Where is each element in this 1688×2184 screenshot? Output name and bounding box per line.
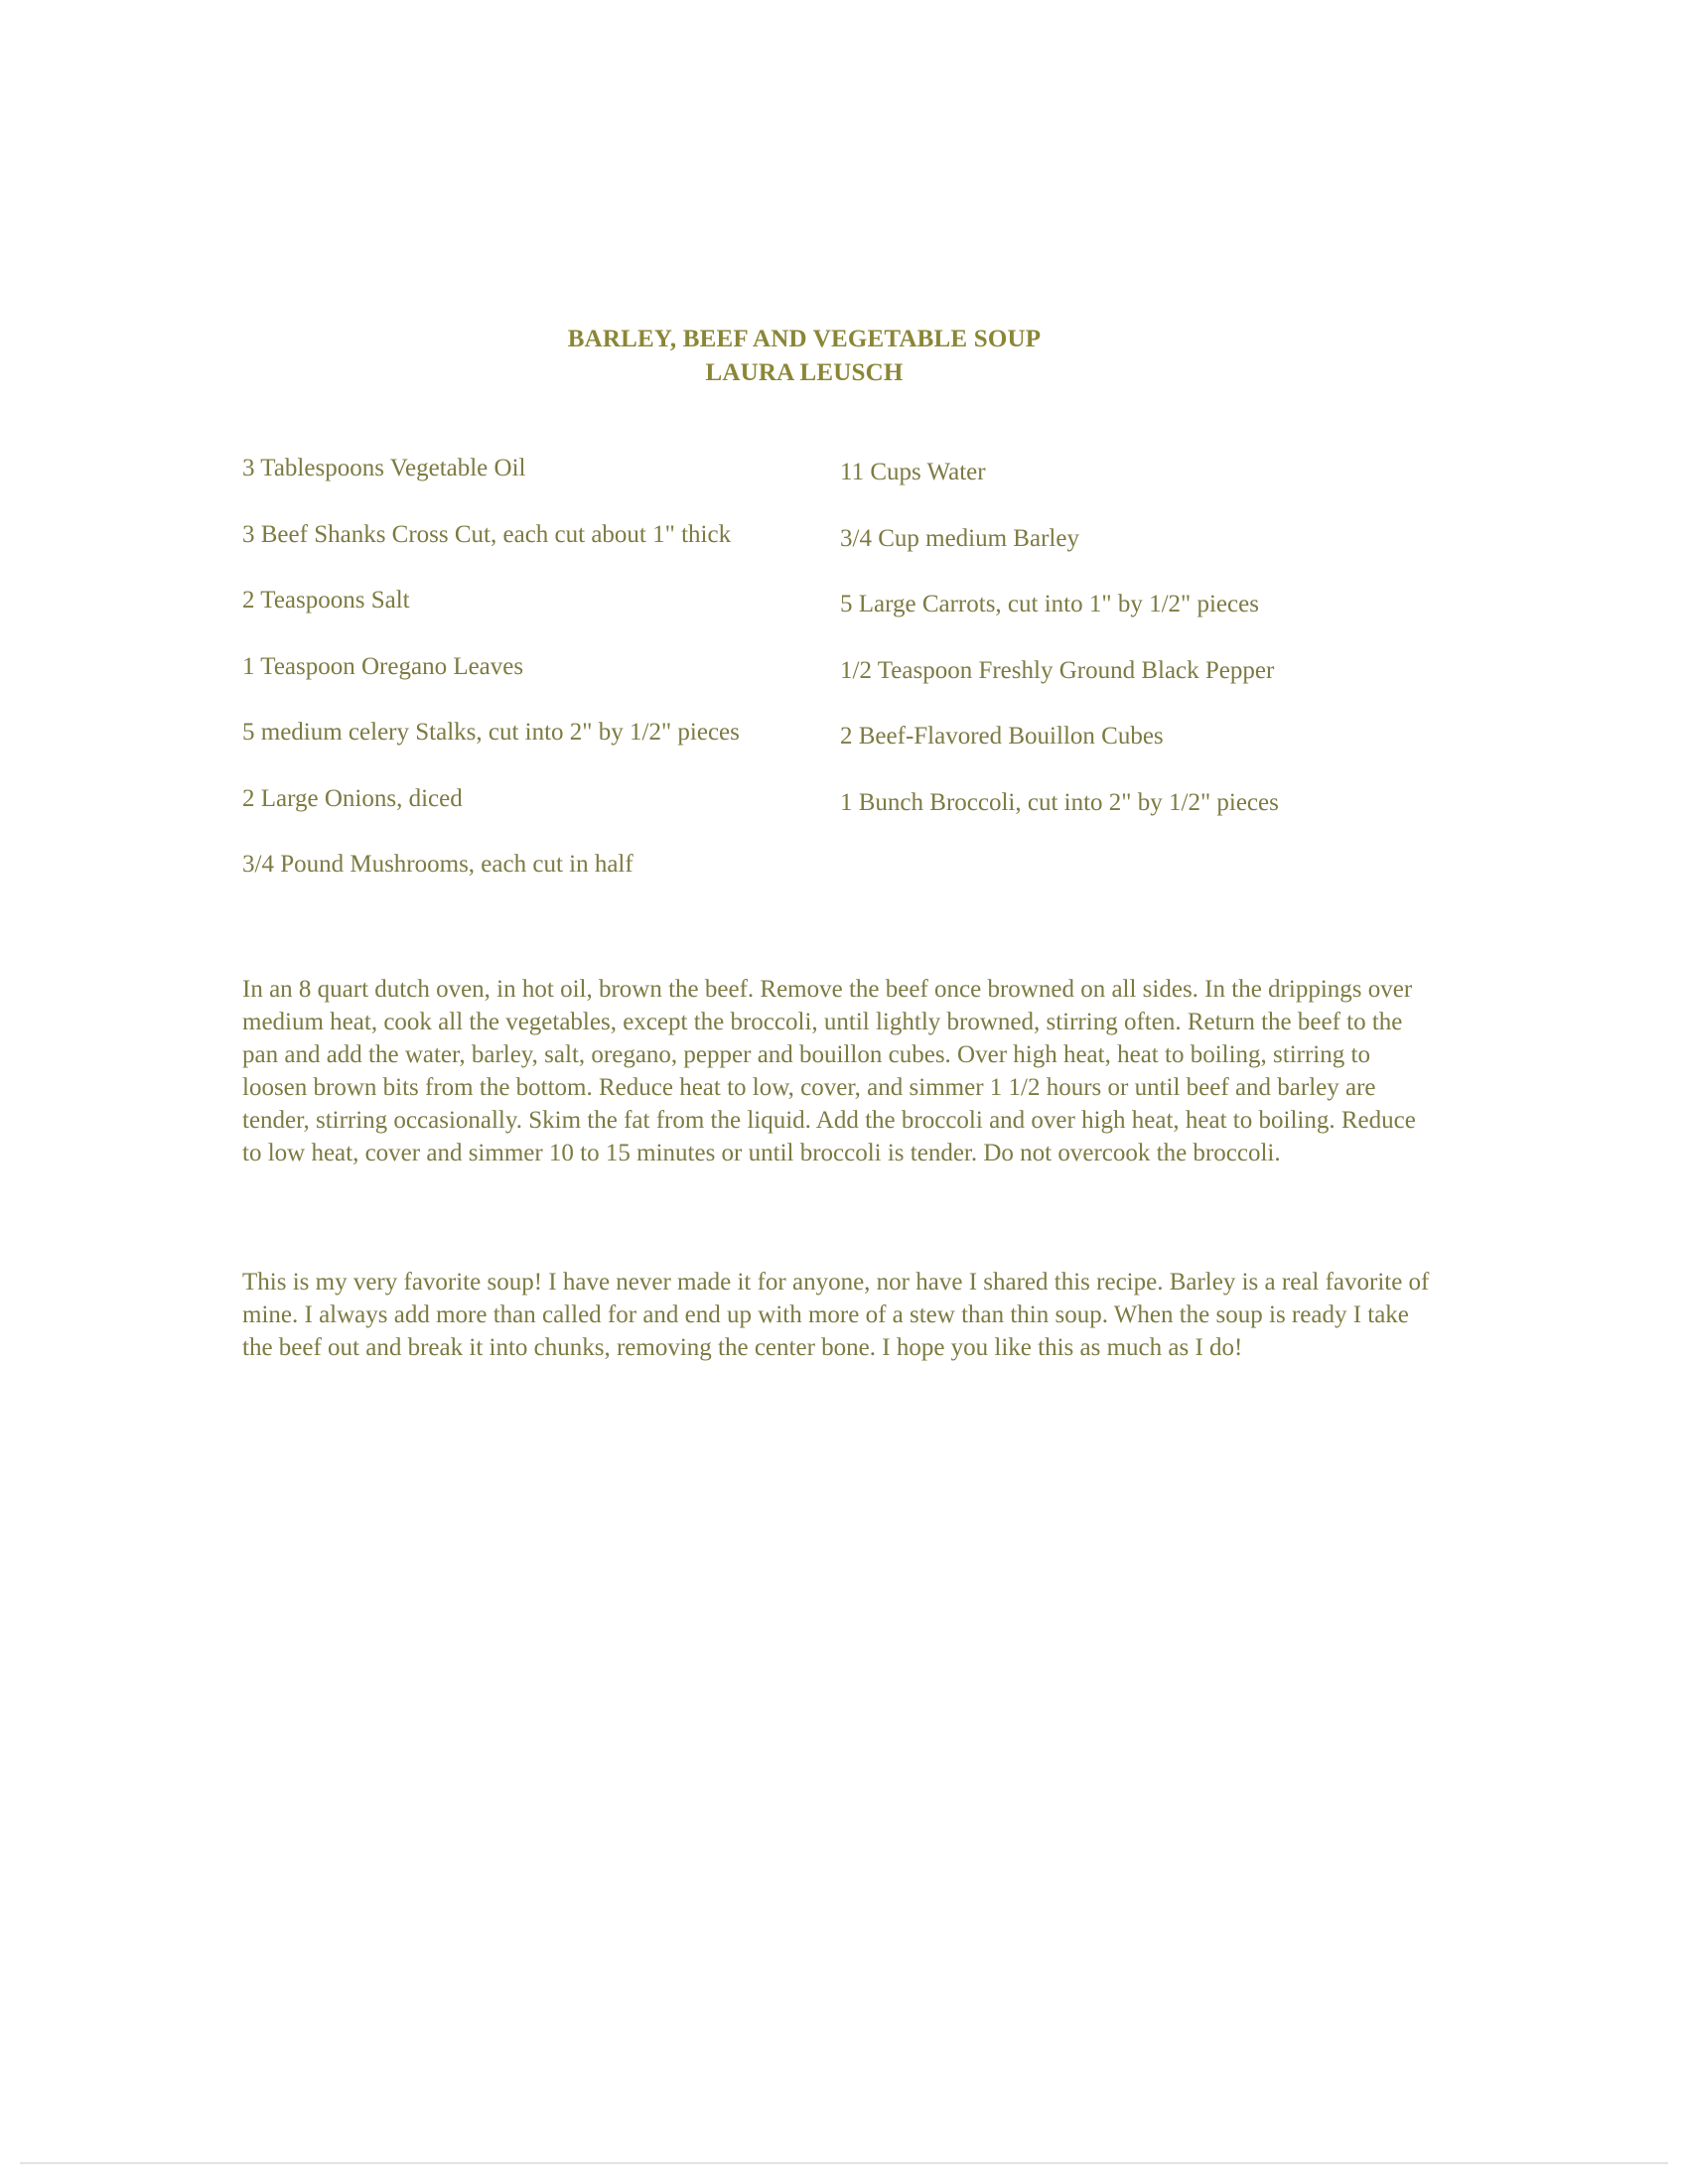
ingredient-item: 11 Cups Water — [840, 459, 986, 485]
personal-note-paragraph: This is my very favorite soup! I have never made it for anyone, nor have I shared this recipe. Barley is a real favorite of mine. I always add more than called for and end up with more of a stew than thin soup. When the soup is ready I take the beef out and break it into chunks, removing the center bone. I hope you like this as much as I do! — [242, 1269, 1430, 1361]
ingredient-item: 1 Teaspoon Oregano Leaves — [242, 652, 524, 680]
directions-paragraph: In an 8 quart dutch oven, in hot oil, brown the beef. Remove the beef once browned on all sides. In the drippings over medium heat, cook all the vegetables, except the broccoli, until lightly browned, stirring often. Return the beef to the pan and add the water, barley, salt, oregano, pepper and bouillon cubes. Over high heat, heat to boiling, stirring to loosen brown bits from the bottom. Reduce heat to low, cover, and simmer 1 1/2 hours or until beef and barley are tender, stirring occasionally. Skim the fat from the liquid. Add the broccoli and over high heat, heat to boiling. Reduce to low heat, cover and simmer 10 to 15 minutes or until broccoli is tender. Do not overcook the broccoli. — [242, 976, 1416, 1166]
ingredient-item: 2 Teaspoons Salt — [242, 587, 410, 614]
ingredient-item: 1/2 Teaspoon Freshly Ground Black Pepper — [840, 656, 1275, 684]
ingredient-item: 3 Tablespoons Vegetable Oil — [242, 455, 526, 481]
title-block — [0, 323, 1609, 390]
ingredient-item: 2 Large Onions, diced — [242, 784, 463, 812]
recipe-title: BARLEY, BEEF AND VEGETABLE SOUP — [567, 326, 1042, 352]
recipe-author: LAURA LEUSCH — [705, 359, 904, 386]
scan-edge-line — [20, 2162, 1668, 2164]
ingredient-item: 3/4 Pound Mushrooms, each cut in half — [242, 851, 633, 878]
ingredient-item: 5 Large Carrots, cut into 1" by 1/2" pieces — [840, 591, 1259, 617]
ingredient-column-right — [840, 453, 1436, 853]
ingredient-item: 1 Bunch Broccoli, cut into 2" by 1/2" pieces — [840, 788, 1279, 816]
ingredient-item: 3 Beef Shanks Cross Cut, each cut about 1" thick — [242, 520, 732, 548]
ingredient-item: 3/4 Cup medium Barley — [840, 524, 1079, 552]
ingredient-item: 5 medium celery Stalks, cut into 2" by 1/2" pieces — [242, 719, 740, 746]
ingredient-column-left — [242, 453, 828, 915]
ingredient-item: 2 Beef-Flavored Bouillon Cubes — [840, 723, 1164, 750]
